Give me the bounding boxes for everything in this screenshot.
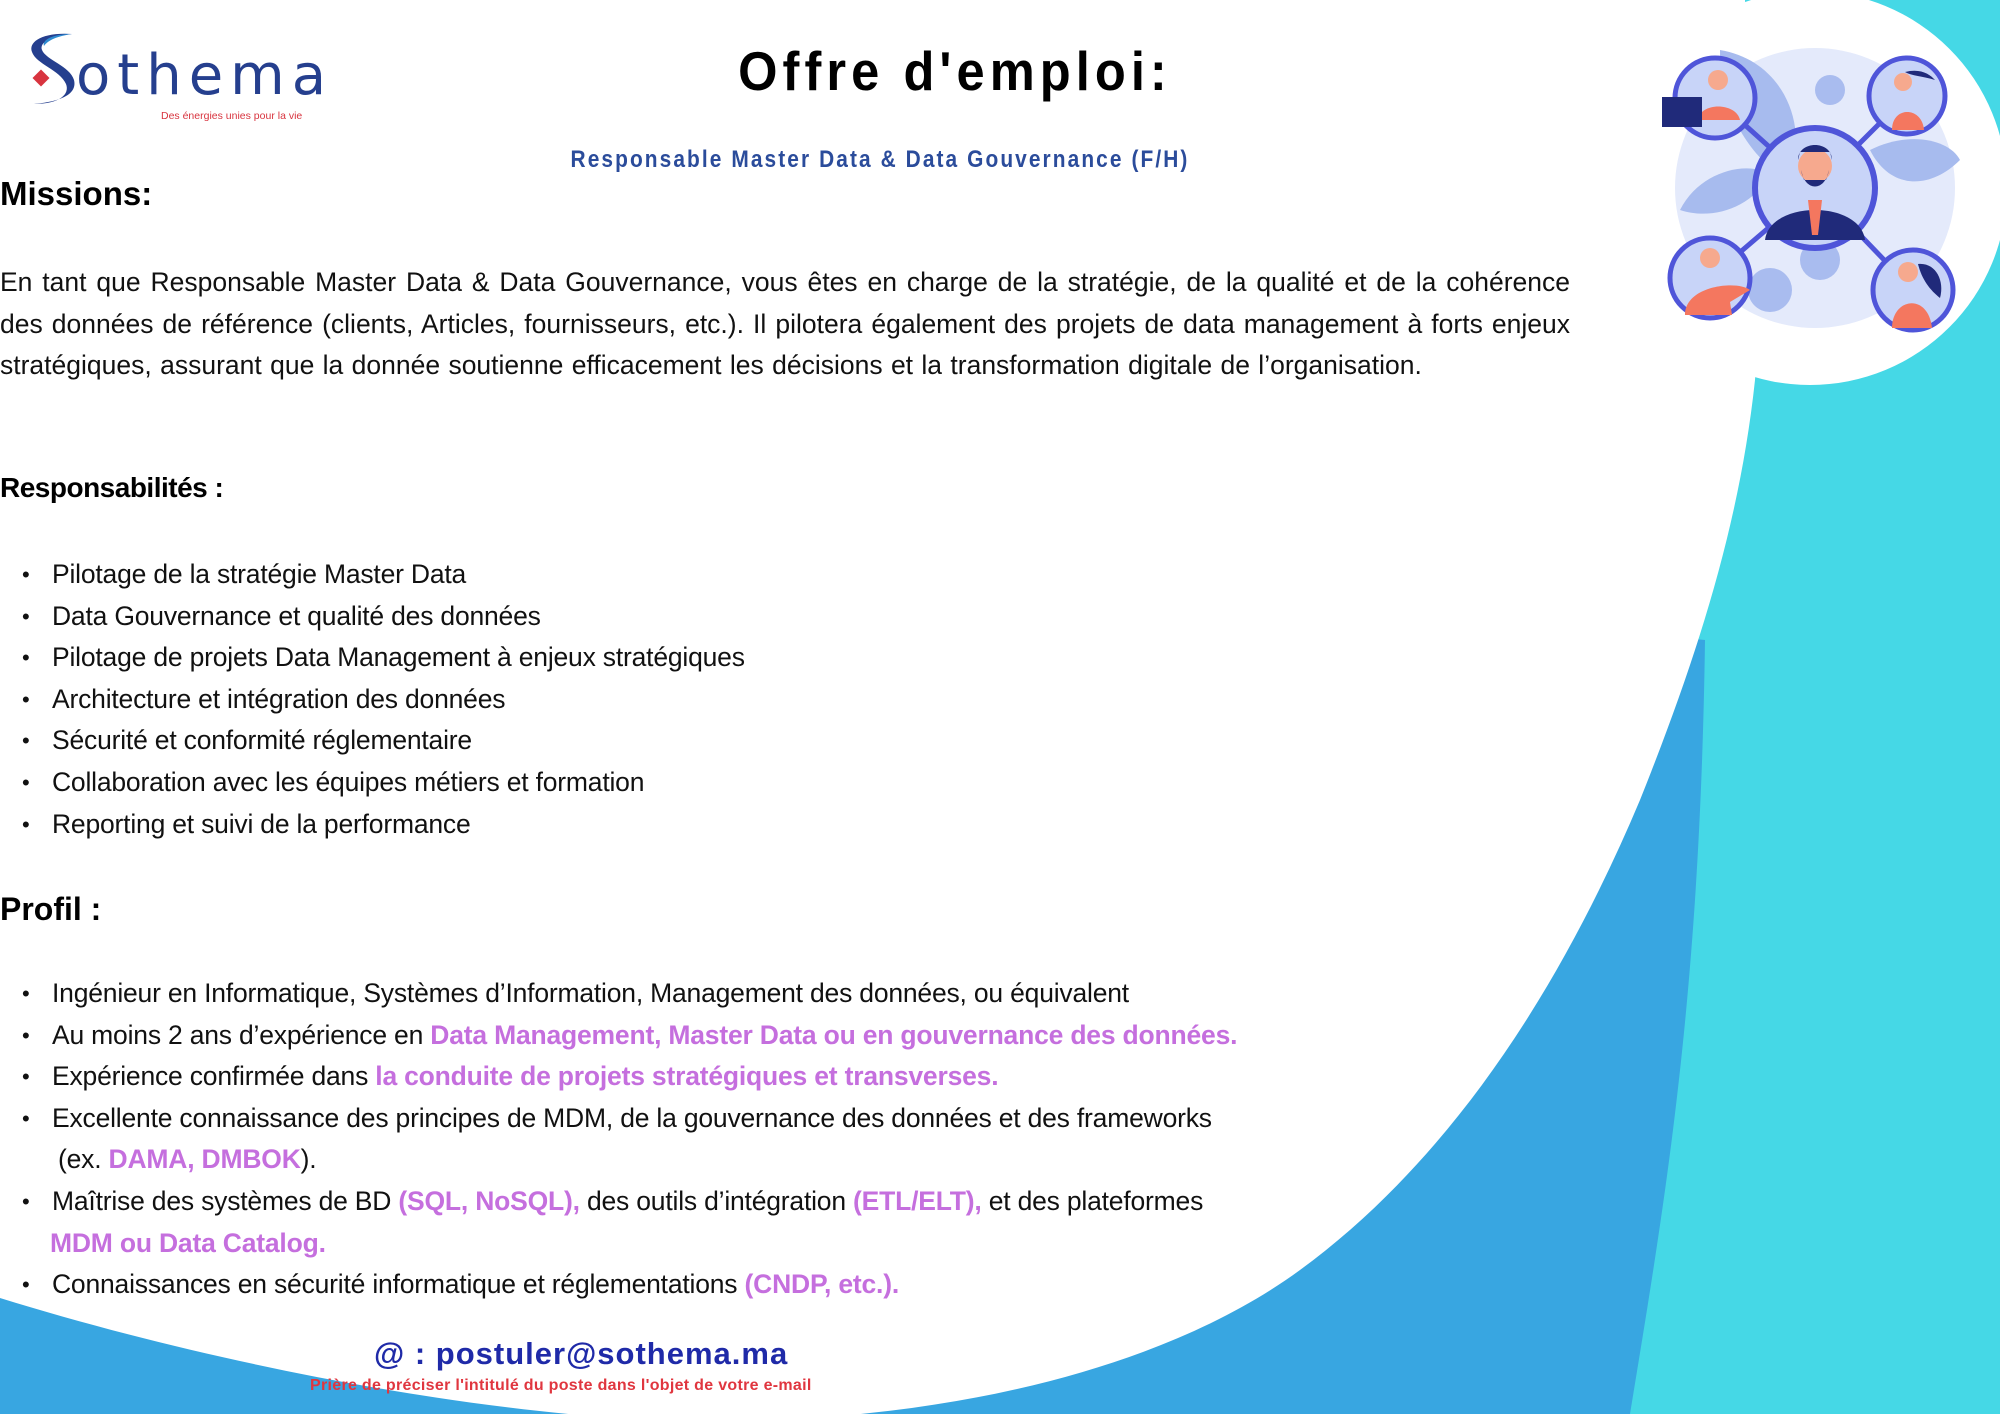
list-item-text: Maîtrise des systèmes de BD [52,1185,399,1216]
bullet-icon: • [22,769,30,795]
bullet-icon: • [22,562,30,587]
bullet-icon: • [22,1188,30,1214]
profil-heading: Profil : [0,891,102,927]
list-item [0,804,745,846]
list-item [0,1056,1237,1098]
list-item [0,1015,1237,1057]
list-item-text: ). [300,1144,317,1175]
bullet-icon: • [22,1022,30,1048]
list-item-text: Architecture et intégration des données [52,683,506,714]
list-item [0,1264,1237,1306]
list-item-text: Au moins 2 ans d’expérience en [52,1019,431,1050]
highlight-text: DAMA, DMBOK [108,1144,301,1175]
missions-heading: Missions: [0,175,153,212]
list-item-text: Pilotage de la stratégie Master Data [52,559,467,589]
logo-tagline: Des énergies unies pour la vie [161,110,303,122]
list-item-text: Connaissances en sécurité informatique et réglementations [52,1269,745,1300]
list-item [0,637,745,679]
highlight-text: (SQL, NoSQL), [398,1185,580,1216]
bullet-icon: • [22,811,30,837]
bullet-icon: • [22,645,30,671]
person-circle-bottomleft [1670,238,1750,318]
highlight-text: Data Management, Master Data ou en gouvernance des données. [430,1019,1238,1050]
list-item-text: Pilotage de projets Data Management à enjeux stratégiques [52,642,745,673]
person-circle-center [1755,128,1875,248]
job-title: Responsable Master Data & Data Gouvernance (F/H) [570,146,1190,173]
list-item [0,679,745,721]
sothema-logo [18,28,334,128]
highlight-text: (ETL/ELT), [853,1185,982,1216]
list-item [0,720,745,762]
bullet-icon: • [22,1064,30,1090]
list-item-text: des outils d’intégration [579,1185,854,1216]
person-circle-bottomright [1873,250,1953,330]
bullet-icon: • [22,728,30,754]
list-item-text: Data Gouvernance et qualité des données [52,600,541,631]
missions-paragraph: En tant que Responsable Master Data & Data Gouvernance, vous êtes en charge de la stratégie, de la qualité et de la cohérence des données de référence (clients, Articles, fournisseurs, etc.). Il pilotera également des projets de data management à forts enjeux stratégiques, assurant que la donnée soutienne efficacement les décisions et la transformation digitale de l’organisation. [0,267,1570,381]
bullet-icon: • [22,1105,30,1131]
list-item-text: Excellente connaissance des principes de MDM, de la gouvernance des données et des frameworks [52,1102,1212,1133]
bullet-icon: • [22,603,30,629]
team-network-illustration [1660,40,1960,340]
profil-list [0,973,1237,1306]
highlight-text: MDM ou Data Catalog. [50,1227,326,1258]
page-title: Offre d'emploi: [738,40,1172,102]
list-item [0,1181,1237,1264]
highlight-text: (CNDP, etc.). [744,1269,899,1300]
logo-wordmark: othema [76,43,334,108]
list-item-text: Sécurité et conformité réglementaire [52,725,472,756]
list-item-continuation [52,1139,1237,1181]
list-item-text: Ingénieur en Informatique, Systèmes d’Information, Management des données, ou équivalent [52,978,1129,1008]
list-item-text: Expérience confirmée dans [52,1061,376,1092]
list-item [0,762,745,804]
list-item [0,554,745,596]
list-item [0,596,745,638]
responsabilites-list [0,554,745,845]
list-item-text: Collaboration avec les équipes métiers et formation [52,766,645,797]
bullet-icon: • [22,686,30,712]
email-subject-note: Prière de préciser l'intitulé du poste dans l'objet de votre e-mail [310,1377,812,1394]
responsabilites-heading: Responsabilités : [0,472,224,503]
list-item-text: (ex. [58,1144,109,1175]
person-circle-topright [1869,58,1945,134]
bullet-icon: • [22,981,30,1006]
person-circle-topleft [1662,58,1755,138]
apply-email-link[interactable]: @ : postuler@sothema.ma [374,1336,789,1371]
bullet-icon: • [22,1272,30,1298]
highlight-text: la conduite de projets stratégiques et transverses. [375,1061,999,1092]
list-item [0,1098,1237,1181]
list-item [0,973,1237,1015]
list-item-text: Reporting et suivi de la performance [52,808,471,839]
list-item-text: et des plateformes [981,1185,1204,1216]
